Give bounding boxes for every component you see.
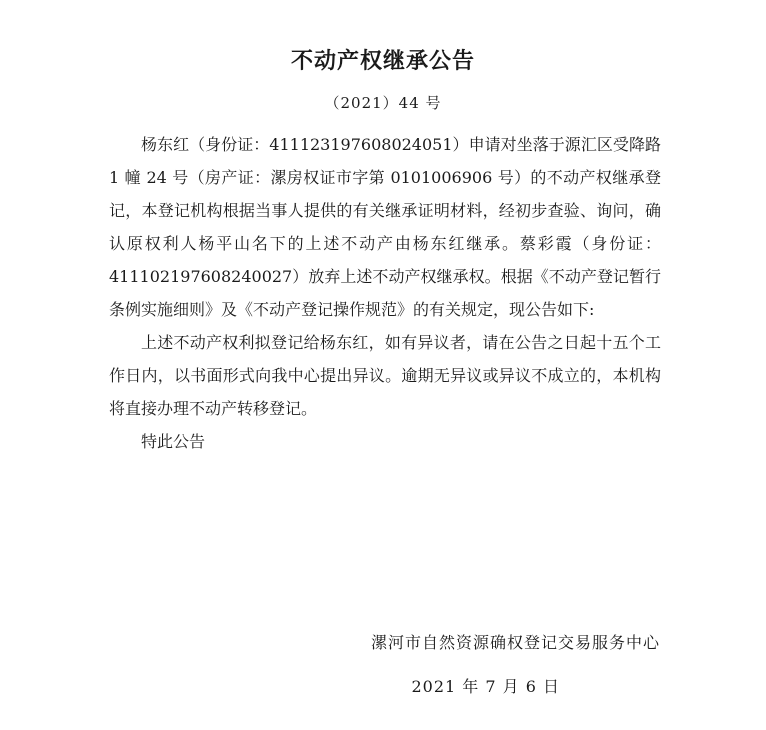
notice-body [109, 128, 661, 458]
notice-title: 不动产权继承公告 [290, 48, 475, 74]
closing-phrase: 特此公告 [141, 432, 206, 451]
notice-paragraph: 杨东红（身份证：411123197608024051）申请对坐落于源汇区受降路 1 幢 24 号（房产证：漯房权证市字第 0101006906 号）的不动产权继承登记，本登记机构根据当事人提供的有关继承证明材料，经初步查验、询问，确认原权利人杨平山名下的上述不动产由杨东红继承。蔡彩霞（身份证：411102197608240027）放弃上述不动产权继承权。根据《不动产登记暂行条例实施细则》及《不动产登记操作规范》的有关规定，现公告如下: [109, 135, 661, 319]
issue-date: 2021 年 7 月 6 日 [411, 677, 560, 696]
notice-paragraph: 上述不动产权利拟登记给杨东红，如有异议者，请在公告之日起十五个工作日内，以书面形式向我中心提出异议。逾期无异议或异议不成立的，本机构将直接办理不动产转移登记。 [109, 333, 661, 418]
issuer-name: 漯河市自然资源确权登记交易服务中心 [370, 633, 660, 652]
document-number: （2021）44 号 [324, 94, 442, 112]
